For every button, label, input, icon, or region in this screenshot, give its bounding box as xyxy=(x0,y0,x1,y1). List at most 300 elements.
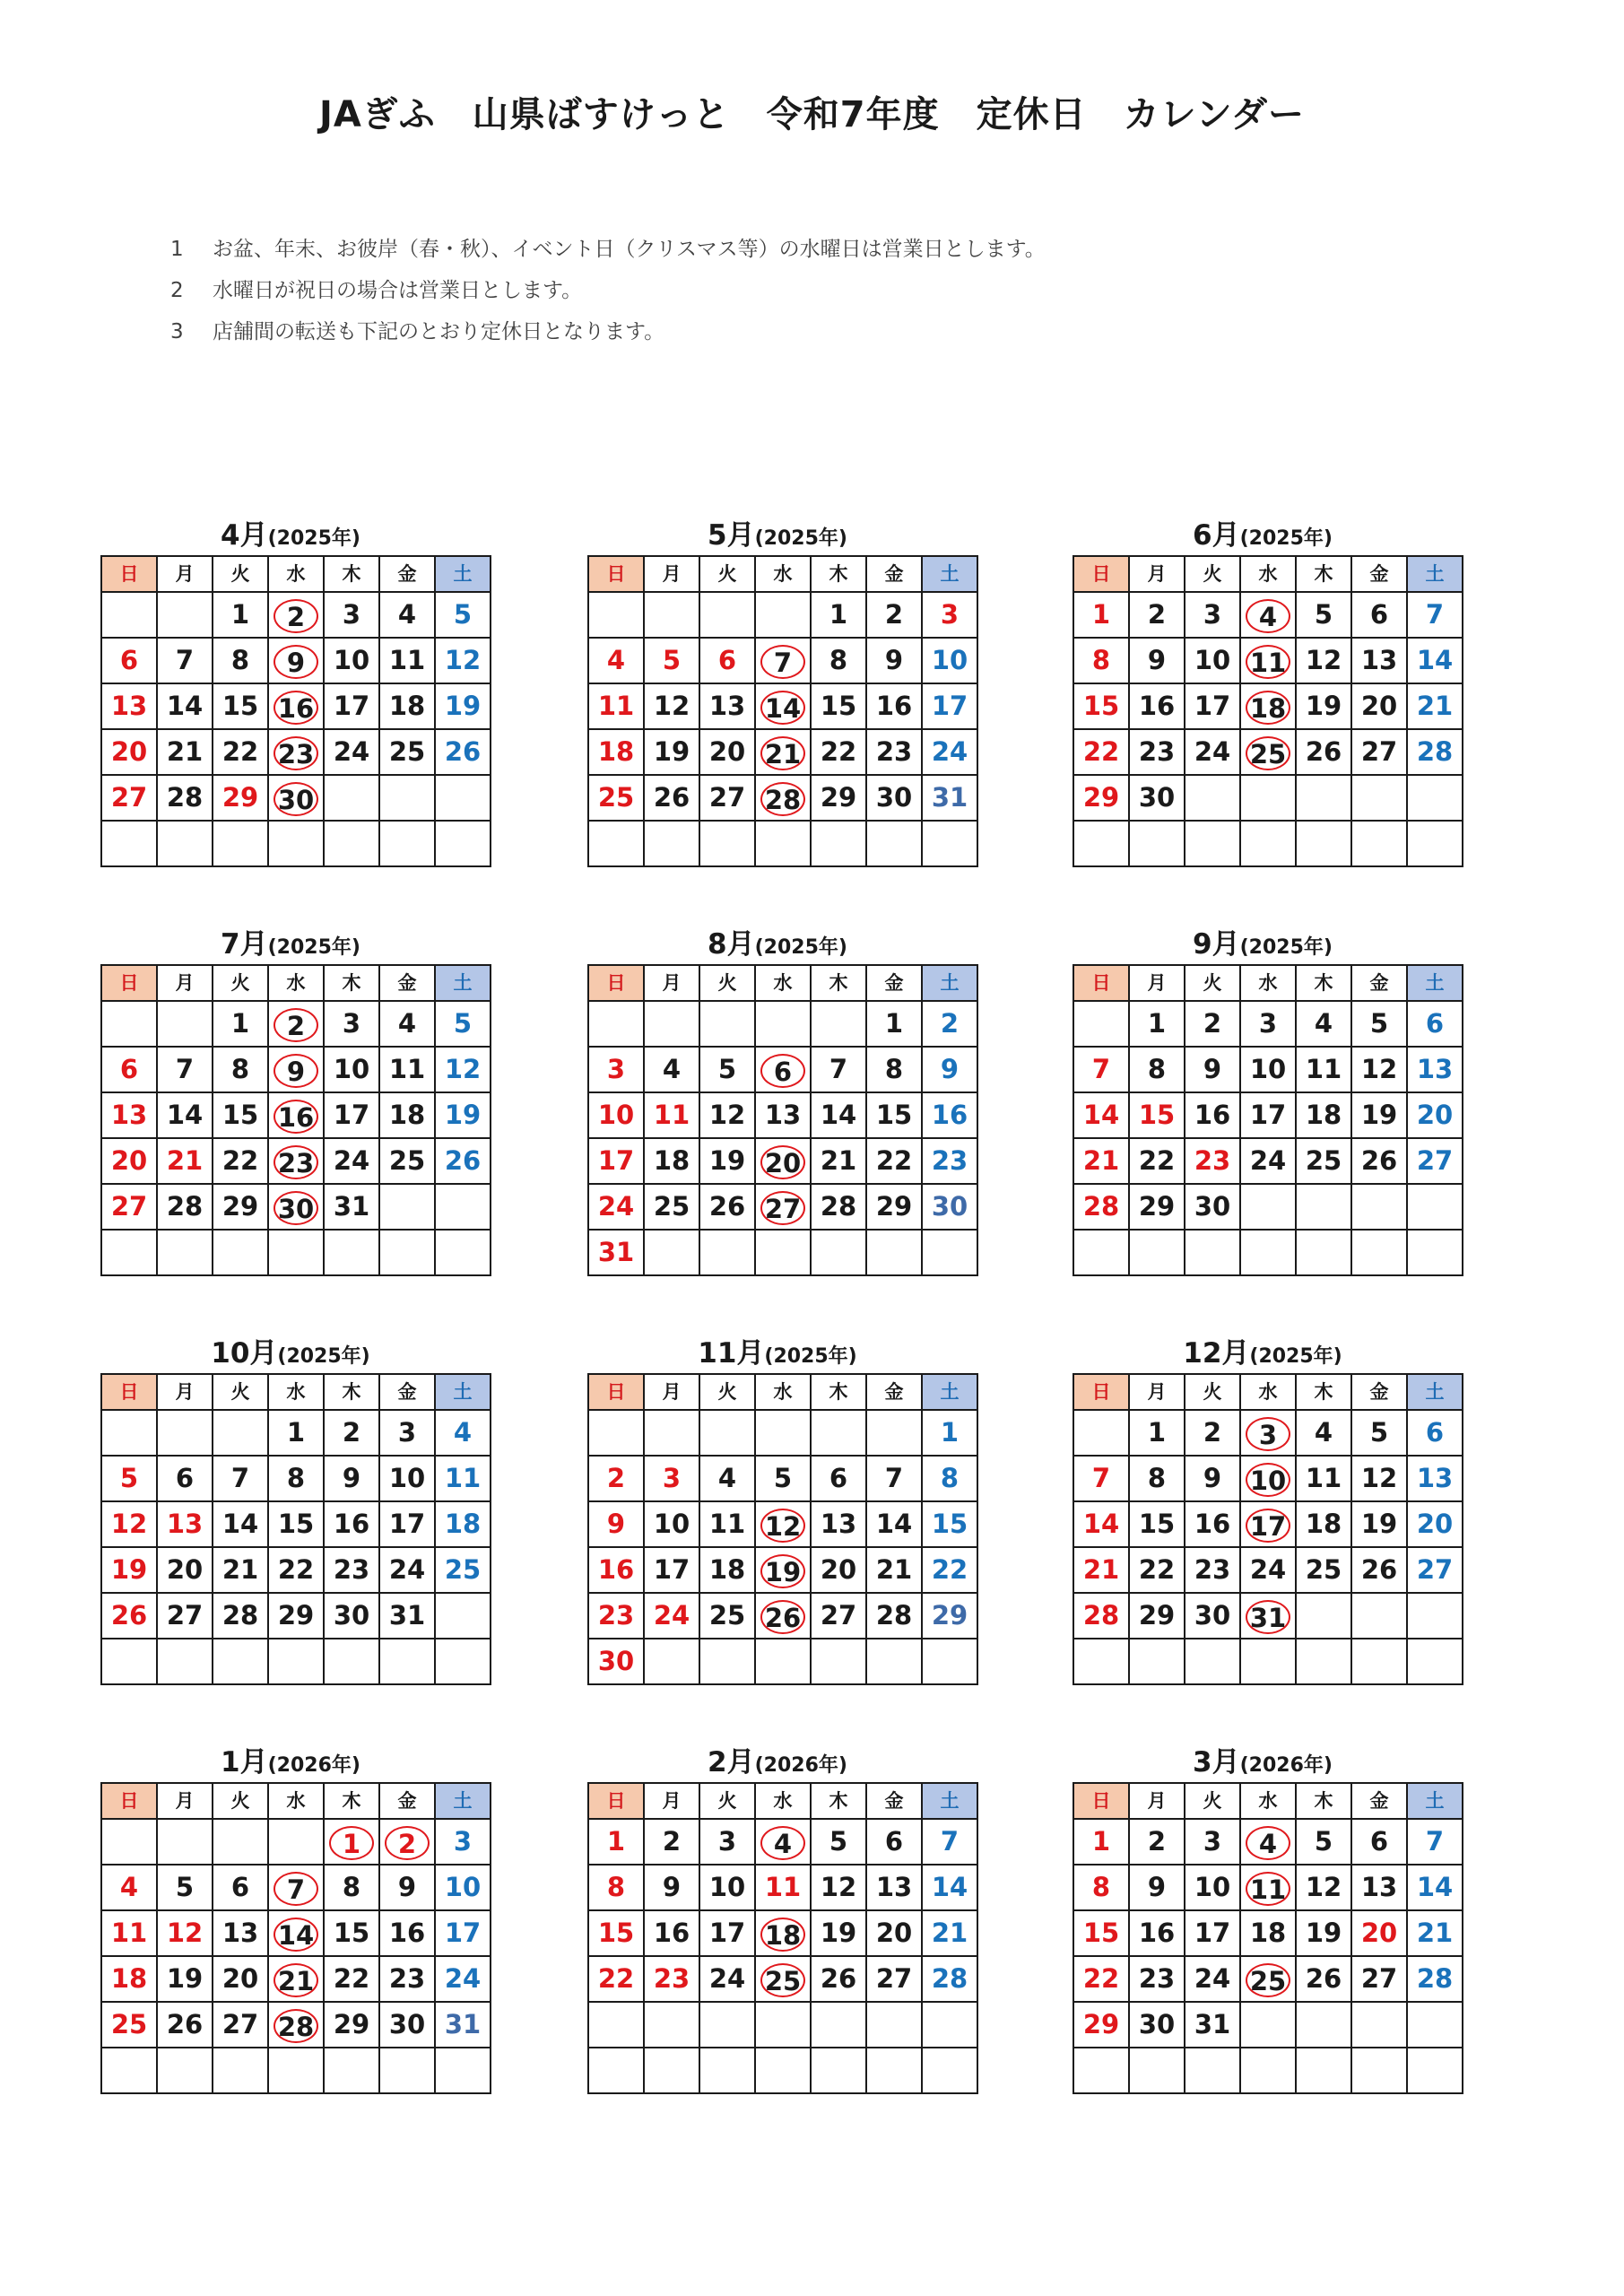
day-cell: 20 xyxy=(699,729,755,775)
empty-cell xyxy=(268,1819,324,1865)
day-cell: 21 xyxy=(922,1910,977,1956)
week-row xyxy=(1073,1593,1463,1639)
week-row xyxy=(101,1092,491,1138)
day-cell: 4 xyxy=(588,638,644,683)
day-cell: 3 xyxy=(922,592,977,638)
day-cell: 29 xyxy=(811,775,866,821)
day-cell: 18 xyxy=(101,1956,157,2002)
weekday-header: 土 xyxy=(1407,556,1463,592)
closed-day-marker: 14 xyxy=(274,1918,318,1952)
empty-cell xyxy=(435,1184,491,1230)
week-row xyxy=(588,592,977,638)
day-cell: 1 xyxy=(213,592,268,638)
empty-cell xyxy=(811,1001,866,1047)
empty-cell xyxy=(157,1230,213,1275)
day-cell: 18 xyxy=(379,1092,435,1138)
empty-cell xyxy=(1185,1230,1240,1275)
month-calendar xyxy=(100,516,481,867)
week-row xyxy=(588,1138,977,1184)
weekday-header: 月 xyxy=(1129,1783,1185,1819)
empty-cell xyxy=(588,1410,644,1456)
month-calendar xyxy=(1073,925,1453,1276)
day-cell xyxy=(1240,638,1296,683)
day-cell: 28 xyxy=(866,1593,922,1639)
calendar-table xyxy=(587,1373,978,1685)
day-cell: 4 xyxy=(1296,1410,1351,1456)
month-calendar xyxy=(100,925,481,1276)
empty-cell xyxy=(1407,1230,1463,1275)
month-label: 12月 xyxy=(1183,1337,1250,1370)
day-cell: 30 xyxy=(866,775,922,821)
empty-cell xyxy=(1407,821,1463,866)
week-row xyxy=(1073,2002,1463,2048)
day-cell: 4 xyxy=(699,1456,755,1501)
weekday-header: 月 xyxy=(157,965,213,1001)
day-cell: 10 xyxy=(644,1501,699,1547)
empty-cell xyxy=(1296,1639,1351,1684)
day-cell: 24 xyxy=(644,1593,699,1639)
empty-cell xyxy=(268,821,324,866)
empty-cell xyxy=(644,1230,699,1275)
empty-cell xyxy=(379,1230,435,1275)
weekday-header: 金 xyxy=(866,1783,922,1819)
empty-cell xyxy=(644,1639,699,1684)
weekday-header: 火 xyxy=(213,1374,268,1410)
day-cell: 14 xyxy=(157,1092,213,1138)
weekday-header: 日 xyxy=(588,556,644,592)
day-cell: 25 xyxy=(379,729,435,775)
day-cell: 12 xyxy=(1351,1456,1407,1501)
empty-cell xyxy=(213,1819,268,1865)
weekday-header: 金 xyxy=(866,965,922,1001)
month-label: 1月 xyxy=(221,1746,268,1779)
empty-cell xyxy=(1407,775,1463,821)
day-cell: 24 xyxy=(922,729,977,775)
weekday-header: 火 xyxy=(699,556,755,592)
day-cell: 28 xyxy=(1407,1956,1463,2002)
empty-cell xyxy=(1129,821,1185,866)
day-cell: 11 xyxy=(1296,1047,1351,1092)
weekday-header-row xyxy=(101,556,491,592)
empty-cell xyxy=(213,1639,268,1684)
month-label: 3月 xyxy=(1193,1746,1240,1779)
weekday-header: 日 xyxy=(1073,965,1129,1001)
day-cell: 27 xyxy=(866,1956,922,2002)
day-cell: 4 xyxy=(1296,1001,1351,1047)
empty-cell xyxy=(435,1593,491,1639)
empty-cell xyxy=(268,2048,324,2093)
empty-cell xyxy=(435,2048,491,2093)
week-row xyxy=(1073,592,1463,638)
weekday-header: 土 xyxy=(1407,965,1463,1001)
day-cell: 30 xyxy=(379,2002,435,2048)
day-cell: 21 xyxy=(213,1547,268,1593)
weekday-header: 日 xyxy=(101,556,157,592)
weekday-header: 月 xyxy=(644,1783,699,1819)
week-row xyxy=(588,1410,977,1456)
empty-cell xyxy=(1240,1184,1296,1230)
weekday-header: 水 xyxy=(1240,965,1296,1001)
day-cell: 5 xyxy=(699,1047,755,1092)
day-cell: 19 xyxy=(435,1092,491,1138)
month-title xyxy=(1073,1334,1453,1373)
weekday-header: 水 xyxy=(755,965,811,1001)
month-label: 6月 xyxy=(1193,519,1240,552)
empty-cell xyxy=(811,1639,866,1684)
day-cell: 2 xyxy=(1129,592,1185,638)
weekday-header: 金 xyxy=(866,556,922,592)
day-cell: 10 xyxy=(324,1047,379,1092)
empty-cell xyxy=(1185,775,1240,821)
empty-cell xyxy=(213,1230,268,1275)
day-cell: 5 xyxy=(1296,1819,1351,1865)
empty-cell xyxy=(866,1230,922,1275)
weekday-header-row xyxy=(588,556,977,592)
month-label: 11月 xyxy=(698,1337,765,1370)
day-cell: 22 xyxy=(213,729,268,775)
weekday-header: 火 xyxy=(699,1783,755,1819)
day-cell: 29 xyxy=(1129,1593,1185,1639)
note-text: お盆、年末、お彼岸（春・秋）、イベント日（クリスマス等）の水曜日は営業日とします。 xyxy=(213,238,1046,261)
weekday-header: 木 xyxy=(324,1783,379,1819)
weekday-header: 土 xyxy=(1407,1374,1463,1410)
day-cell: 23 xyxy=(644,1956,699,2002)
weekday-header: 金 xyxy=(1351,1374,1407,1410)
day-cell: 16 xyxy=(324,1501,379,1547)
day-cell: 6 xyxy=(866,1819,922,1865)
week-row xyxy=(588,1639,977,1684)
day-cell xyxy=(1240,1456,1296,1501)
week-row xyxy=(1073,1001,1463,1047)
week-row xyxy=(101,1593,491,1639)
week-row xyxy=(101,1547,491,1593)
weekday-header: 土 xyxy=(435,965,491,1001)
week-row xyxy=(1073,1819,1463,1865)
empty-cell xyxy=(811,1410,866,1456)
day-cell: 31 xyxy=(1185,2002,1240,2048)
day-cell xyxy=(1240,683,1296,729)
week-row xyxy=(101,2048,491,2093)
day-cell xyxy=(268,1865,324,1910)
day-cell: 29 xyxy=(324,2002,379,2048)
day-cell: 24 xyxy=(1185,1956,1240,2002)
day-cell: 26 xyxy=(435,1138,491,1184)
day-cell: 18 xyxy=(1296,1501,1351,1547)
day-cell: 19 xyxy=(1296,1910,1351,1956)
day-cell: 26 xyxy=(1351,1547,1407,1593)
empty-cell xyxy=(1351,2002,1407,2048)
empty-cell xyxy=(213,1410,268,1456)
day-cell: 5 xyxy=(1296,592,1351,638)
day-cell: 11 xyxy=(101,1910,157,1956)
day-cell: 3 xyxy=(699,1819,755,1865)
day-cell: 27 xyxy=(1407,1547,1463,1593)
week-row xyxy=(588,775,977,821)
weekday-header: 水 xyxy=(268,556,324,592)
weekday-header: 土 xyxy=(922,965,977,1001)
day-cell: 16 xyxy=(922,1092,977,1138)
day-cell: 15 xyxy=(213,1092,268,1138)
day-cell: 29 xyxy=(268,1593,324,1639)
week-row xyxy=(101,729,491,775)
week-row xyxy=(588,1001,977,1047)
empty-cell xyxy=(1129,1230,1185,1275)
week-row xyxy=(588,1184,977,1230)
day-cell: 19 xyxy=(811,1910,866,1956)
day-cell xyxy=(268,1956,324,2002)
empty-cell xyxy=(1073,1639,1129,1684)
day-cell: 14 xyxy=(866,1501,922,1547)
closed-day-marker: 17 xyxy=(1246,1509,1290,1543)
day-cell: 28 xyxy=(922,1956,977,2002)
empty-cell xyxy=(644,1001,699,1047)
day-cell: 15 xyxy=(1129,1501,1185,1547)
empty-cell xyxy=(866,2048,922,2093)
day-cell: 5 xyxy=(1351,1001,1407,1047)
empty-cell xyxy=(1407,1639,1463,1684)
day-cell xyxy=(755,638,811,683)
week-row xyxy=(588,1501,977,1547)
empty-cell xyxy=(1185,1639,1240,1684)
week-row xyxy=(1073,821,1463,866)
weekday-header: 土 xyxy=(922,1783,977,1819)
empty-cell xyxy=(1185,821,1240,866)
weekday-header: 火 xyxy=(213,1783,268,1819)
empty-cell xyxy=(101,1410,157,1456)
closed-day-marker: 20 xyxy=(760,1145,805,1179)
weekday-header: 日 xyxy=(1073,1374,1129,1410)
closed-day-marker: 16 xyxy=(274,1100,318,1134)
empty-cell xyxy=(1296,2048,1351,2093)
weekday-header: 木 xyxy=(811,965,866,1001)
week-row xyxy=(101,1001,491,1047)
day-cell: 19 xyxy=(1351,1092,1407,1138)
day-cell: 17 xyxy=(644,1547,699,1593)
day-cell xyxy=(755,1047,811,1092)
day-cell: 7 xyxy=(1407,592,1463,638)
day-cell: 31 xyxy=(922,775,977,821)
day-cell: 18 xyxy=(1240,1910,1296,1956)
day-cell: 24 xyxy=(435,1956,491,2002)
day-cell: 5 xyxy=(811,1819,866,1865)
weekday-header: 水 xyxy=(268,965,324,1001)
day-cell: 23 xyxy=(1129,729,1185,775)
day-cell: 29 xyxy=(213,1184,268,1230)
weekday-header: 土 xyxy=(435,1783,491,1819)
empty-cell xyxy=(324,1639,379,1684)
empty-cell xyxy=(379,1184,435,1230)
day-cell: 2 xyxy=(1129,1819,1185,1865)
day-cell: 23 xyxy=(379,1956,435,2002)
empty-cell xyxy=(699,1230,755,1275)
day-cell: 26 xyxy=(811,1956,866,2002)
day-cell: 28 xyxy=(1073,1184,1129,1230)
day-cell: 7 xyxy=(811,1047,866,1092)
weekday-header-row xyxy=(588,1374,977,1410)
closed-day-marker: 10 xyxy=(1246,1463,1290,1497)
closed-day-marker: 16 xyxy=(274,691,318,725)
empty-cell xyxy=(268,1639,324,1684)
day-cell: 3 xyxy=(435,1819,491,1865)
month-calendar xyxy=(100,1743,481,2094)
day-cell: 14 xyxy=(1073,1092,1129,1138)
day-cell: 24 xyxy=(1240,1138,1296,1184)
empty-cell xyxy=(268,1230,324,1275)
day-cell: 7 xyxy=(1073,1456,1129,1501)
weekday-header: 火 xyxy=(1185,965,1240,1001)
day-cell: 16 xyxy=(588,1547,644,1593)
day-cell: 30 xyxy=(922,1184,977,1230)
week-row xyxy=(1073,729,1463,775)
day-cell: 2 xyxy=(644,1819,699,1865)
day-cell: 6 xyxy=(1407,1001,1463,1047)
empty-cell xyxy=(1407,2048,1463,2093)
day-cell: 24 xyxy=(1240,1547,1296,1593)
day-cell: 5 xyxy=(101,1456,157,1501)
empty-cell xyxy=(811,1230,866,1275)
week-row xyxy=(1073,2048,1463,2093)
week-row xyxy=(1073,1410,1463,1456)
day-cell: 12 xyxy=(644,683,699,729)
day-cell: 19 xyxy=(699,1138,755,1184)
month-year: (2025年) xyxy=(277,1345,370,1368)
day-cell: 4 xyxy=(101,1865,157,1910)
day-cell xyxy=(755,775,811,821)
weekday-header: 月 xyxy=(1129,1374,1185,1410)
day-cell: 30 xyxy=(1185,1184,1240,1230)
month-title xyxy=(587,1743,968,1782)
closed-day-marker: 25 xyxy=(1246,1963,1290,1997)
week-row xyxy=(1073,1547,1463,1593)
day-cell: 30 xyxy=(1129,2002,1185,2048)
month-label: 2月 xyxy=(708,1746,755,1779)
empty-cell xyxy=(101,821,157,866)
day-cell: 20 xyxy=(213,1956,268,2002)
week-row xyxy=(101,592,491,638)
weekday-header-row xyxy=(588,965,977,1001)
day-cell: 1 xyxy=(268,1410,324,1456)
day-cell: 3 xyxy=(1185,592,1240,638)
weekday-header: 木 xyxy=(811,556,866,592)
day-cell: 20 xyxy=(1351,1910,1407,1956)
week-row xyxy=(1073,1456,1463,1501)
closed-day-marker: 1 xyxy=(329,1826,374,1860)
week-row xyxy=(101,1819,491,1865)
empty-cell xyxy=(811,2002,866,2048)
day-cell: 20 xyxy=(1351,683,1407,729)
day-cell: 1 xyxy=(213,1001,268,1047)
closed-day-marker: 6 xyxy=(760,1054,805,1088)
day-cell: 21 xyxy=(1407,1910,1463,1956)
calendar-table xyxy=(100,555,491,867)
day-cell: 8 xyxy=(866,1047,922,1092)
day-cell: 2 xyxy=(1185,1410,1240,1456)
day-cell xyxy=(755,1184,811,1230)
closed-day-marker: 2 xyxy=(274,599,318,633)
closed-day-marker: 18 xyxy=(1246,691,1290,725)
day-cell: 29 xyxy=(1073,775,1129,821)
day-cell: 24 xyxy=(699,1956,755,2002)
day-cell xyxy=(1240,1593,1296,1639)
week-row xyxy=(101,1501,491,1547)
weekday-header: 木 xyxy=(811,1783,866,1819)
day-cell: 8 xyxy=(1129,1047,1185,1092)
day-cell: 8 xyxy=(1073,638,1129,683)
day-cell: 11 xyxy=(755,1865,811,1910)
month-title xyxy=(100,925,481,964)
week-row xyxy=(588,1547,977,1593)
day-cell: 13 xyxy=(866,1865,922,1910)
month-year: (2025年) xyxy=(754,936,847,959)
day-cell: 3 xyxy=(324,592,379,638)
day-cell: 15 xyxy=(324,1910,379,1956)
day-cell: 14 xyxy=(811,1092,866,1138)
page-title: JAぎふ 山県ばすけっと 令和7年度 定休日 カレンダー xyxy=(318,94,1306,135)
month-title xyxy=(587,1334,968,1373)
day-cell: 24 xyxy=(379,1547,435,1593)
closed-day-marker: 4 xyxy=(760,1826,805,1860)
day-cell: 17 xyxy=(324,683,379,729)
day-cell: 18 xyxy=(379,683,435,729)
empty-cell xyxy=(101,1819,157,1865)
empty-cell xyxy=(1185,2048,1240,2093)
day-cell: 30 xyxy=(324,1593,379,1639)
day-cell: 22 xyxy=(268,1547,324,1593)
weekday-header: 火 xyxy=(699,1374,755,1410)
day-cell: 4 xyxy=(644,1047,699,1092)
weekday-header: 土 xyxy=(1407,1783,1463,1819)
weekday-header: 日 xyxy=(101,965,157,1001)
empty-cell xyxy=(588,2048,644,2093)
day-cell xyxy=(755,1501,811,1547)
day-cell: 6 xyxy=(811,1456,866,1501)
day-cell: 10 xyxy=(1185,638,1240,683)
day-cell: 29 xyxy=(213,775,268,821)
day-cell: 12 xyxy=(435,1047,491,1092)
week-row xyxy=(101,1047,491,1092)
day-cell xyxy=(268,638,324,683)
day-cell: 19 xyxy=(157,1956,213,2002)
empty-cell xyxy=(1407,1593,1463,1639)
day-cell xyxy=(268,1910,324,1956)
empty-cell xyxy=(324,821,379,866)
weekday-header: 金 xyxy=(1351,965,1407,1001)
week-row xyxy=(101,1230,491,1275)
weekday-header: 木 xyxy=(1296,1374,1351,1410)
day-cell: 20 xyxy=(157,1547,213,1593)
day-cell: 31 xyxy=(379,1593,435,1639)
empty-cell xyxy=(699,1639,755,1684)
day-cell: 8 xyxy=(213,1047,268,1092)
weekday-header: 日 xyxy=(588,1783,644,1819)
empty-cell xyxy=(1296,775,1351,821)
day-cell: 9 xyxy=(1185,1456,1240,1501)
week-row xyxy=(588,1819,977,1865)
day-cell: 20 xyxy=(101,729,157,775)
day-cell: 5 xyxy=(644,638,699,683)
weekday-header: 月 xyxy=(1129,965,1185,1001)
day-cell: 7 xyxy=(157,1047,213,1092)
month-title xyxy=(100,516,481,555)
weekday-header: 水 xyxy=(755,556,811,592)
day-cell: 27 xyxy=(1407,1138,1463,1184)
note-number: 2 xyxy=(170,279,184,302)
week-row xyxy=(588,683,977,729)
day-cell: 11 xyxy=(435,1456,491,1501)
empty-cell xyxy=(699,2048,755,2093)
weekday-header: 土 xyxy=(435,1374,491,1410)
week-row xyxy=(101,1956,491,2002)
